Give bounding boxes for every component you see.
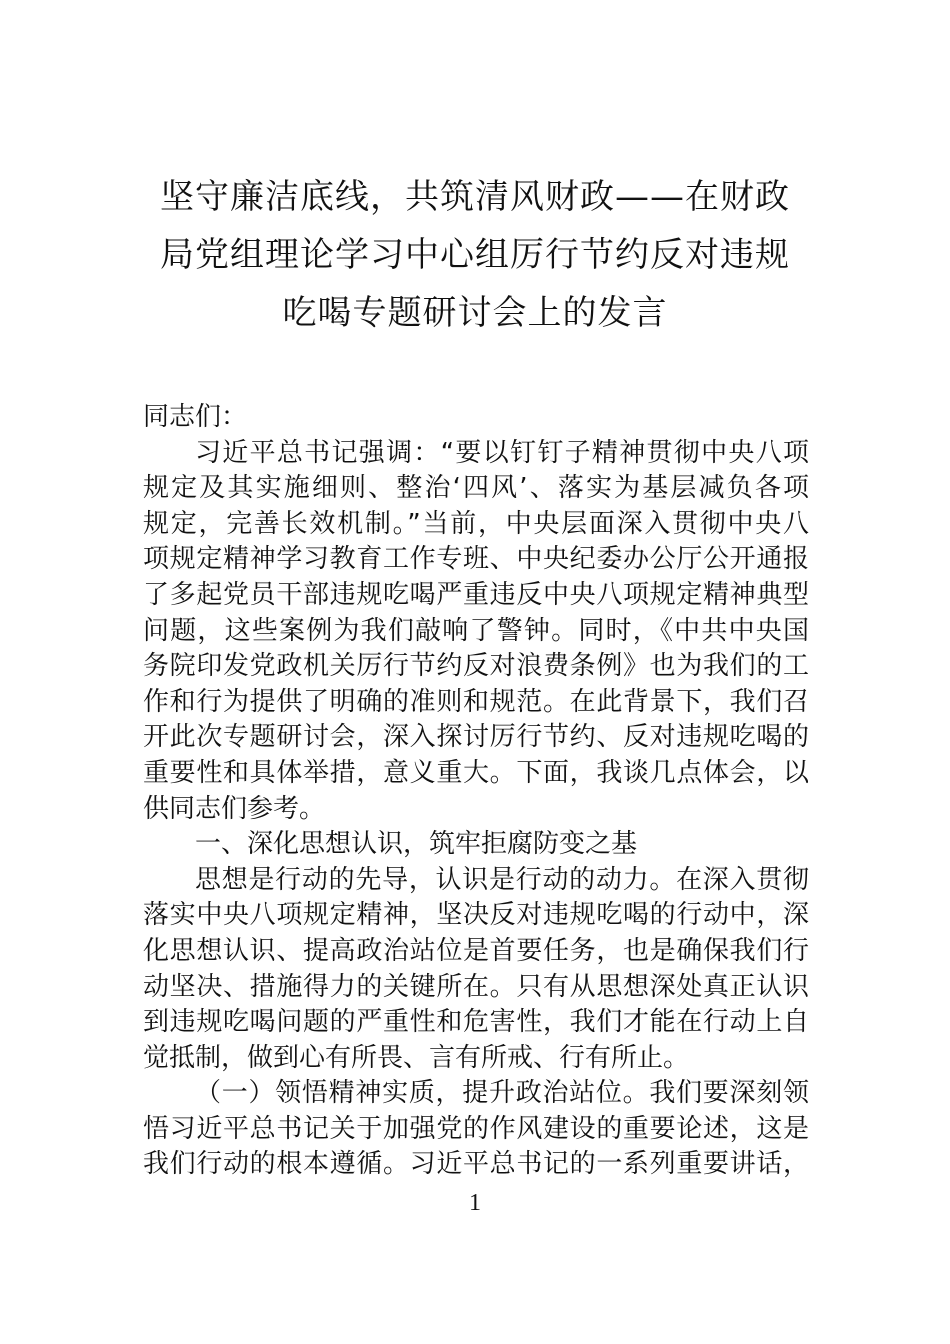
title-line-2: 局党组理论学习中心组厉行节约反对违规 <box>160 235 790 275</box>
document-body <box>143 400 809 1183</box>
body-line: 悟习近平总书记关于加强党的作风建设的重要论述，这是 <box>143 1113 809 1144</box>
body-line: 供同志们参考。 <box>143 793 326 824</box>
body-line: 我们行动的根本遵循。习近平总书记的一系列重要讲话， <box>143 1149 809 1180</box>
paragraph-section-1 <box>143 863 809 1077</box>
body-line: 到违规吃喝问题的严重性和危害性，我们才能在行动上自 <box>143 1007 809 1038</box>
body-line: 思想是行动的先导，认识是行动的动力。在深入贯彻 <box>195 864 809 895</box>
section-heading <box>143 827 809 863</box>
body-line: 觉抵制，做到心有所畏、言有所戒、行有所止。 <box>143 1042 690 1073</box>
body-line: 作和行为提供了明确的准则和规范。在此背景下，我们召 <box>143 686 809 717</box>
body-line: 动坚决、措施得力的关键所在。只有从思想深处真正认识 <box>143 971 809 1002</box>
body-line: 问题，这些案例为我们敲响了警钟。同时，《中共中央国 <box>143 615 809 646</box>
paragraph-subsection-1 <box>143 1076 809 1183</box>
section-heading-text: 一、深化思想认识，筑牢拒腐防变之基 <box>195 829 638 860</box>
title-line-1: 坚守廉洁底线，共筑清风财政——在财政 <box>160 177 790 217</box>
body-line: 同志们： <box>143 402 248 432</box>
body-line: 规定，完善长效机制。”当前，中央层面深入贯彻中央八 <box>143 508 809 539</box>
page-number: 1 <box>469 1190 481 1216</box>
document-title <box>110 168 840 342</box>
body-line: 规定及其实施细则、整治‘四风’、落实为基层减负各项 <box>143 473 809 504</box>
title-line-3: 吃喝专题研讨会上的发言 <box>282 293 668 333</box>
body-line: 落实中央八项规定精神，坚决反对违规吃喝的行动中，深 <box>143 900 809 931</box>
body-line: 项规定精神学习教育工作专班、中央纪委办公厅公开通报 <box>143 544 809 575</box>
body-line: （一）领悟精神实质，提升政治站位。我们要深刻领 <box>195 1078 809 1109</box>
body-line: 重要性和具体举措，意义重大。下面，我谈几点体会，以 <box>143 757 809 788</box>
body-line: 了多起党员干部违规吃喝严重违反中央八项规定精神典型 <box>143 579 809 610</box>
salutation <box>143 400 809 436</box>
body-line: 习近平总书记强调：“要以钉钉子精神贯彻中央八项 <box>195 437 809 468</box>
body-line: 化思想认识、提高政治站位是首要任务，也是确保我们行 <box>143 935 809 966</box>
body-line: 开此次专题研讨会，深入探讨厉行节约、反对违规吃喝的 <box>143 722 809 753</box>
paragraph-intro <box>143 436 809 828</box>
body-line: 务院印发党政机关厉行节约反对浪费条例》也为我们的工 <box>143 651 809 682</box>
